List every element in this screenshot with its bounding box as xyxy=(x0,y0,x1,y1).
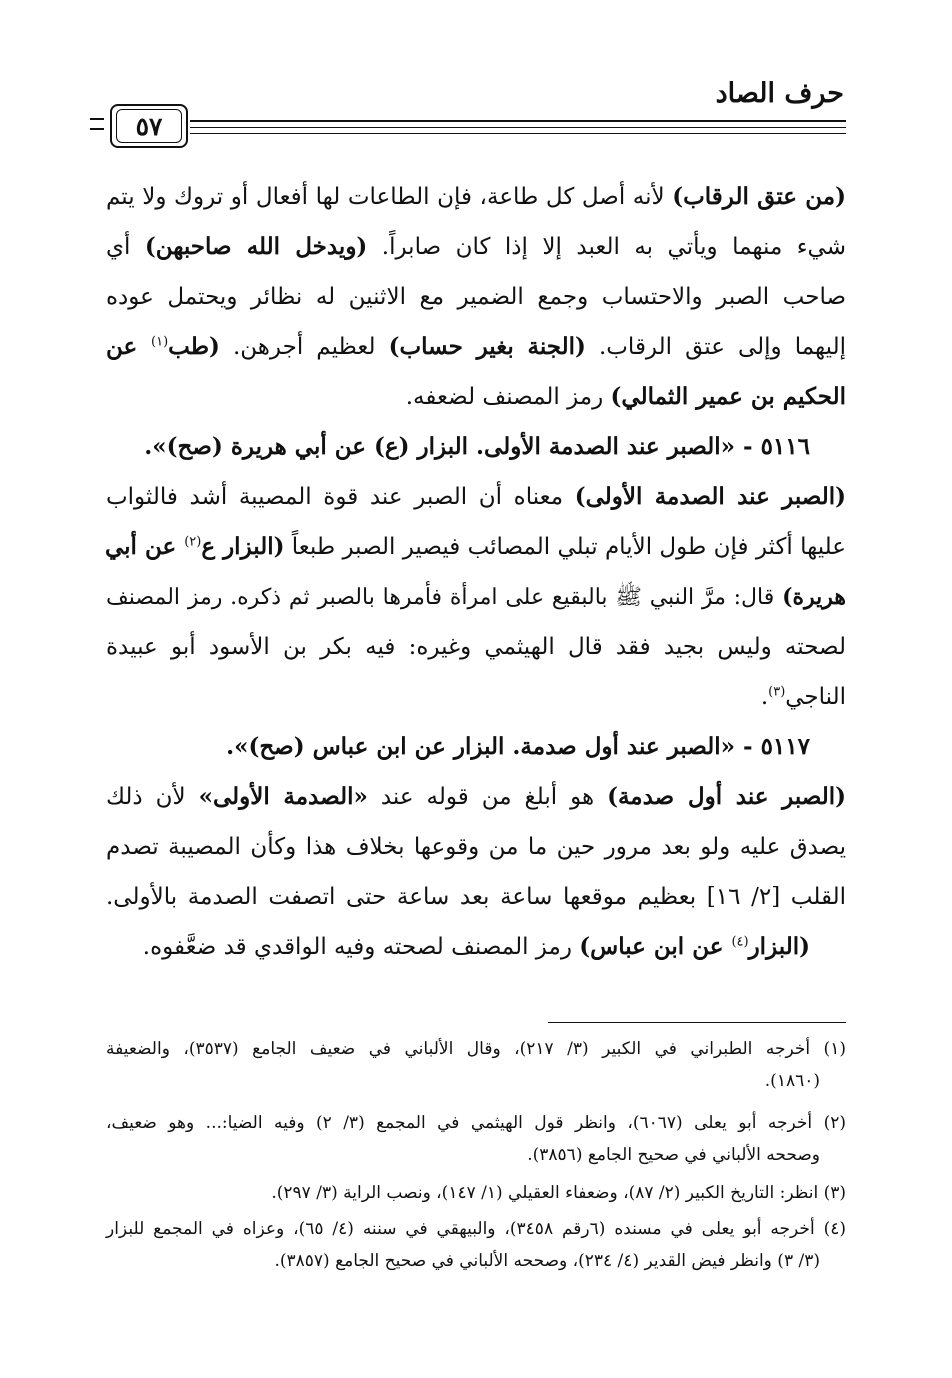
header-rule xyxy=(190,133,846,134)
body-line-5: الحكيم بن عمير الثمالي) رمز المصنف لضعفه. xyxy=(405,383,846,410)
running-header-title: حرف الصاد xyxy=(715,78,844,109)
body-line-14: يصدق عليه ولو بعد مرور حين ما من وقوعها بخلاف هذا وكأن المصيبة تصدم xyxy=(106,834,846,860)
header-dash-ornament xyxy=(90,118,104,130)
body-line-9: هريرة) قال: مرَّ النبي ﷺ بالبقيع على امرأة فأمرها بالصبر ثم ذكره. رمز المصنف xyxy=(106,584,846,610)
footnote-1: (١) أخرجه الطبراني في الكبير (٣/ ٢١٧)، وقال الألباني في ضعيف الجامع (٣٥٣٧)، والضعيفة xyxy=(106,1039,846,1059)
body-line-7: (الصبر عند الصدمة الأولى) معناه أن الصبر عند قوة المصيبة أشد فالثواب xyxy=(106,483,846,510)
footnote-2-cont: وصححه الألباني في صحيح الجامع (٣٨٥٦). xyxy=(527,1145,820,1165)
body-line-16: (البزار$^{(٤)}$ عن ابن عباس) رمز المصنف لصحته وفيه الواقدي قد ضعَّفوه. xyxy=(142,933,810,960)
body-line-4: إليهما وإلى عتق الرقاب. (الجنة بغير حساب) لعظيم أجرهن. (طب$^{(١)}$ عن xyxy=(106,333,846,360)
hadith-heading-5116: ٥١١٦ - «الصبر عند الصدمة الأولى. البزار (ع) عن أبي هريرة (صح)». xyxy=(144,433,810,460)
footnote-ref-4[interactable]: (٤) xyxy=(731,934,749,950)
body-line-8: عليها أكثر فإن طول الأيام تبلي المصائب فيصير الصبر طبعاً (البزار ع$^{(٢)}$ عن أبي xyxy=(104,533,846,560)
page-number-frame xyxy=(110,104,188,148)
body-line-11: الناجي$^{(٣)}$. xyxy=(760,684,846,710)
header-rule xyxy=(190,120,846,122)
body-line-13: (الصبر عند أول صدمة) هو أبلغ من قوله عند «الصدمة الأولى» لأن ذلك xyxy=(106,783,846,810)
footnote-2: (٢) أخرجه أبو يعلى (٦٠٦٧)، وانظر قول الهيثمي في المجمع (٣/ ٢) وفيه الضيا:... وهو ضعيف، xyxy=(106,1113,846,1133)
body-line-3: صاحب الصبر والاحتساب وجمع الضمير مع الاثنين له نظائر ويحتمل عوده xyxy=(106,284,846,310)
footnote-separator xyxy=(548,1022,846,1023)
footnote-ref-2[interactable]: (٢) xyxy=(184,534,202,550)
header-rule xyxy=(190,127,846,128)
body-line-15: القلب [٢/ ١٦] بعظيم موقعها ساعة بعد ساعة حتى اتصفت الصدمة بالأولى. xyxy=(106,884,847,910)
footnote-4-cont: (٣/ ٣) وانظر فيض القدير (٤/ ٢٣٤)، وصححه الألباني في صحيح الجامع (٣٨٥٧). xyxy=(274,1251,820,1271)
footnote-ref-3[interactable]: (٣) xyxy=(768,684,786,700)
body-line-1: (من عتق الرقاب) لأنه أصل كل طاعة، فإن الطاعات لها أفعال أو تروك ولا يتم xyxy=(106,183,846,210)
footnote-ref-1[interactable]: (١) xyxy=(151,334,169,350)
body-line-2: شيء منهما ويأتي به العبد إلا إذا كان صابراً. (ويدخل الله صاحبهن) أي xyxy=(106,233,846,260)
body-line-10: لصحته وليس بجيد فقد قال الهيثمي وغيره: فيه بكر بن الأسود أبو عبيدة xyxy=(106,634,846,660)
footnote-1-cont: (١٨٦٠). xyxy=(764,1071,820,1091)
hadith-heading-5117: ٥١١٧ - «الصبر عند أول صدمة. البزار عن ابن عباس (صح)». xyxy=(226,733,810,760)
footnote-4: (٤) أخرجه أبو يعلى في مسنده (٦رقم ٣٤٥٨)، والبيهقي في سننه (٤/ ٦٥)، وعزاه في المجمع للبزار xyxy=(106,1219,846,1239)
page-number: ٥٧ xyxy=(116,109,182,143)
footnote-3: (٣) انظر: التاريخ الكبير (٢/ ٨٧)، وضعفاء العقيلي (١/ ١٤٧)، ونصب الراية (٣/ ٢٩٧). xyxy=(271,1183,846,1203)
